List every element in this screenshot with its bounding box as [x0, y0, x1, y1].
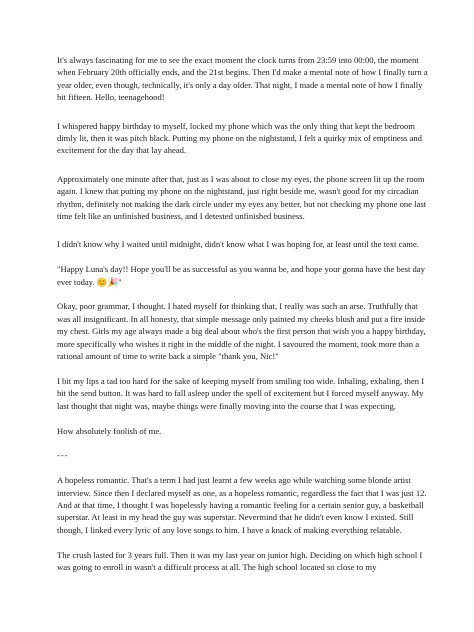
paragraph-5: "Happy Luna's day!! Hope you'll be as successful as you wanna be, and hope your gonna have the best day ever today. 😊🎉": [57, 264, 425, 287]
paragraph-3: Approximately one minute after that, just as I was about to close my eyes, the phone screen lit up the room again. I knew that putting my phone on the nightstand, just right beside me, wasn't good for my circadian rhythm, definitely not making the dark circle under my eyes any better, but not checking my phone one last time felt like an unfinished business, and I detested unfinished business.: [57, 173, 427, 222]
paragraph-8: How absolutely foolish of me.: [57, 425, 162, 436]
section-separator: ---: [57, 450, 69, 461]
paragraph-9: A hopeless romantic. That's a term I had just learnt a few weeks ago while watching some blonde artist interview. Since then I declared myself as one, as a hopeless romantic, regardless the fact that I was just 12. And at that time, I thought I was hopelessly having a romantic feeling for a certain senior guy, a basketball superstar. At least in my head the guy was superstar. Nevermind that he didn't even know I existed. Still though, I linked every lyric of any love songs to him. I have a knack of making everything relatable.: [57, 475, 427, 535]
paragraph-4: I didn't know why I waited until midnight, didn't know what I was hoping for, at least until the text came.: [57, 239, 419, 250]
paragraph-10: The crush lasted for 3 years full. Then it was my last year on junior high. Deciding on which high school I was going to enroll in wasn't a difficult process at all. The high school located so close to my: [57, 549, 423, 572]
paragraph-7: I bit my lips a tad too hard for the sake of keeping myself from smiling too wide. Inhaling, exhaling, then I hit the send button. It was hard to fall asleep under the spell of excitement but I forced myself anyway. My last thought that night was, maybe things were finally moving into the course that I was expecting.: [57, 375, 425, 411]
paragraph-1: It's always fascinating for me to see the exact moment the clock turns from 23:59 into 00:00, the moment when February 20th officially ends, and the 21st begins. Then I'd make a mental note of how I finally turn a year older, even though, technically, it's only a day older. That night, I made a mental note of how I finally hit fifteen. Hello, teenagehood!: [57, 55, 428, 103]
paragraph-2: I whispered happy birthday to myself, locked my phone which was the only thing that kept the bedroom dimly lit, then it was pitch black. Putting my phone on the nightstand, I felt a quirky mix of emptiness and excitement for the day that lay ahead.: [57, 120, 422, 156]
document-page: [57, 54, 429, 586]
paragraph-6: Okay, poor grammar, I thought. I hated myself for thinking that, I really was such an arse. Truthfully that was all insignificant. In all honesty, that simple message only painted my cheeks blush and put a fire inside my chest. Girls my age always made a big deal about who's the first person that wish you a happy birthday, more specifically who wishes it right in the middle of the night. I savoured the moment, took more than a rational amount of time to write back a simple "thank you, Nic!": [57, 301, 426, 362]
